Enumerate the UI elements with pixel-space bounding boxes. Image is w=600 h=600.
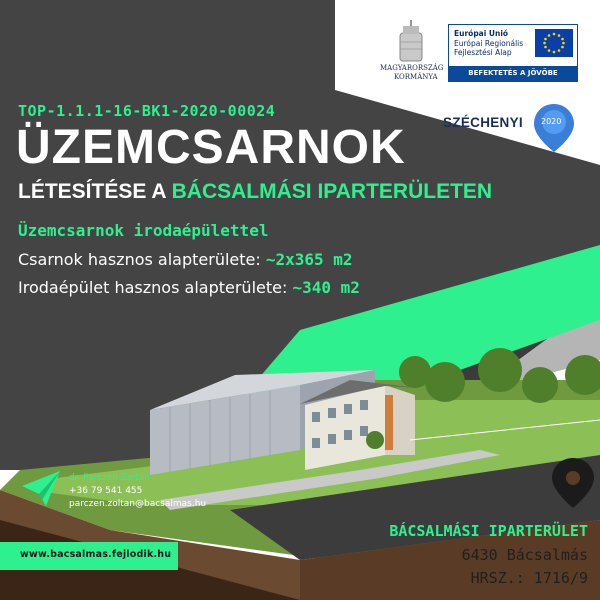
subtitle (18, 178, 492, 206)
eu-logo-box (448, 24, 578, 82)
location-hrsz: HRSZ.: 1716/9 (470, 569, 588, 587)
hungary-logo-line1: MAGYARORSZÁG (380, 64, 444, 72)
hungary-logo-line2: KORMÁNYA (394, 73, 438, 81)
office-area-label: Irodaépület hasznos alapterülete: (18, 278, 293, 297)
location-title: BÁCSALMÁSI IPARTERÜLET (389, 522, 588, 540)
page-title: ÜZEMCSARNOK (16, 121, 406, 174)
website-link[interactable]: www.bacsalmas.fejlodik.hu (20, 549, 172, 560)
eu-flag-icon (535, 29, 573, 57)
subtitle-prefix: LÉTESÍTÉSE A (18, 180, 172, 203)
office-area-line (18, 278, 360, 297)
details-heading: Üzemcsarnok irodaépülettel (18, 221, 269, 240)
szechenyi-label: SZÉCHENYI (443, 115, 523, 130)
eu-line3: Fejlesztési Alap (454, 48, 512, 57)
szechenyi-badge-text: 2020 (541, 117, 562, 126)
hall-area-line (18, 250, 353, 269)
location-city: 6430 Bácsalmás (461, 546, 588, 564)
office-area-value: ~340 m2 (292, 278, 360, 297)
contact-email[interactable]: parczen.zoltan@bacsalmas.hu (69, 499, 207, 509)
eu-line1: Európai Unió (454, 29, 509, 38)
hungarian-coat-of-arms-icon (400, 20, 422, 61)
eu-line2: Európai Regionális (454, 38, 524, 48)
eu-slogan-bar: BEFEKTETÉS A JÖVŐBE (449, 66, 577, 81)
subtitle-highlight: BÁCSALMÁSI IPARTERÜLETEN (171, 180, 493, 203)
hall-area-label: Csarnok hasznos alapterülete: (18, 250, 266, 269)
hall-area-value: ~2x365 m2 (265, 250, 353, 269)
contact-phone[interactable]: +36 79 541 455 (69, 486, 143, 496)
contact-name: dr. Parczen Zoltán (69, 473, 151, 483)
project-code: TOP-1.1.1-16-BK1-2020-00024 (18, 102, 276, 120)
